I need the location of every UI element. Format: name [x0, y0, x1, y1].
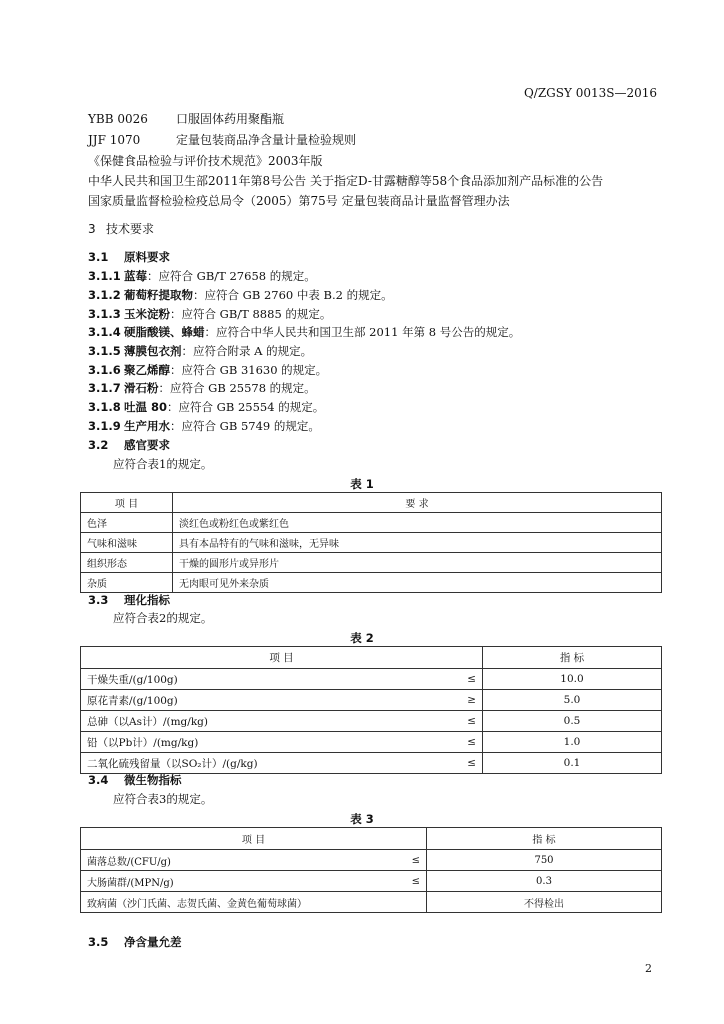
subsection-number: 3.1: [88, 250, 109, 264]
table-header-cell: 指 标: [483, 647, 662, 669]
subsection-heading-3-2: [88, 437, 170, 453]
table-caption: 表 1: [350, 477, 374, 491]
table-row: [81, 533, 662, 553]
reference-title: 国家质量监督检验检疫总局令（2005）第75号 定量包装商品计量监督管理办法: [88, 194, 510, 208]
table-header-cell: 项 目: [81, 647, 483, 669]
physicochemical-table: [80, 646, 662, 774]
table-cell: 淡红色或粉红色或紫红色: [173, 513, 662, 533]
table-row: [81, 850, 662, 871]
material-name: 葡萄籽提取物: [124, 288, 193, 302]
table-cell-value: 1.0: [483, 732, 662, 753]
table-header-cell: 要 求: [173, 493, 662, 513]
material-name: 滑石粉: [124, 381, 159, 395]
comparison-symbol: ≤: [437, 711, 483, 732]
document-code-header: Q/ZGSY 0013S—2016: [523, 86, 657, 100]
table-cell: 具有本品特有的气味和滋味，无异味: [173, 533, 662, 553]
subsection-title: 原料要求: [124, 250, 170, 264]
table-header-cell: 项 目: [81, 828, 427, 850]
material-name: 聚乙烯醇: [124, 363, 170, 377]
paragraph: 应符合表3的规定。: [113, 792, 213, 806]
material-item: [88, 306, 331, 322]
paragraph: 应符合表2的规定。: [113, 611, 213, 625]
material-item: [88, 343, 312, 359]
material-requirement: ：应符合中华人民共和国卫生部 2011 年第 8 号公告的规定。: [204, 325, 521, 339]
section-heading-3: [88, 220, 154, 237]
material-name: 硬脂酸镁、蜂蜡: [124, 325, 205, 339]
reference-title: 中华人民共和国卫生部2011年第8号公告 关于指定D-甘露糖醇等58个食品添加剂产品标准的公告: [88, 174, 604, 188]
table-header-row: [81, 493, 662, 513]
table-cell-value: 10.0: [483, 669, 662, 690]
material-number: 3.1.4: [88, 325, 121, 339]
subsection-number: 3.3: [88, 593, 109, 607]
comparison-symbol: ≤: [381, 871, 427, 892]
table-row: [81, 871, 662, 892]
table-cell: 无肉眼可见外来杂质: [173, 573, 662, 593]
reference-title: 定量包装商品净含量计量检验规则: [176, 133, 357, 147]
paragraph: 应符合表1的规定。: [113, 457, 213, 471]
material-item: [88, 324, 520, 340]
reference-code: JJF 1070: [88, 133, 141, 147]
section-title: 技术要求: [106, 222, 155, 236]
reference-title: 口服固体药用聚酯瓶: [176, 112, 285, 126]
material-name: 薄膜包衣剂: [124, 344, 182, 358]
table-row: [81, 732, 662, 753]
table-cell: 杂质: [81, 573, 173, 593]
table-cell: 致病菌（沙门氏菌、志贺氏菌、金黄色葡萄球菌）: [81, 892, 427, 913]
reference-line: [88, 192, 510, 209]
material-number: 3.1.9: [88, 419, 121, 433]
table-cell-value: 0.5: [483, 711, 662, 732]
table-cell-value: 5.0: [483, 690, 662, 711]
page-number: 2: [645, 962, 652, 975]
table-cell-value: 0.3: [427, 871, 662, 892]
subsection-heading-3-1: [88, 249, 170, 265]
reference-line: [88, 152, 323, 169]
table-cell: 大肠菌群/(MPN/g): [81, 871, 381, 892]
material-name: 玉米淀粉: [124, 307, 170, 321]
table-header-row: [81, 647, 662, 669]
table-row: [81, 553, 662, 573]
material-number: 3.1.6: [88, 363, 121, 377]
material-item: [88, 399, 324, 415]
reference-title: 《保健食品检验与评价技术规范》2003年版: [88, 154, 323, 168]
subsection-number: 3.4: [88, 773, 109, 787]
sensory-requirements-table: [80, 492, 662, 593]
table-cell: 总砷（以As计）/(mg/kg): [81, 711, 437, 732]
material-item: [88, 380, 316, 396]
reference-code: YBB 0026: [88, 112, 148, 126]
table-cell: 铅（以Pb计）/(mg/kg): [81, 732, 437, 753]
material-requirement: ：应符合 GB 25578 的规定。: [158, 381, 316, 395]
subsection-title: 感官要求: [124, 438, 170, 452]
material-number: 3.1.3: [88, 307, 121, 321]
comparison-symbol: ≤: [437, 669, 483, 690]
material-requirement: ：应符合 GB 5749 的规定。: [170, 419, 320, 433]
material-number: 3.1.7: [88, 381, 121, 395]
table-row: [81, 690, 662, 711]
table-cell: 原花青素/(g/100g): [81, 690, 437, 711]
table-row: [81, 573, 662, 593]
table-cell-value: 0.1: [483, 753, 662, 774]
material-item: [88, 362, 327, 378]
table-cell-value: 不得检出: [427, 892, 662, 913]
table-cell: 菌落总数/(CFU/g): [81, 850, 381, 871]
table-row: [81, 513, 662, 533]
material-requirement: ：应符合 GB/T 27658 的规定。: [147, 269, 316, 283]
table-caption: 表 3: [350, 812, 374, 826]
material-item: [88, 268, 316, 284]
table-cell: 干燥的圆形片或异形片: [173, 553, 662, 573]
material-number: 3.1.5: [88, 344, 121, 358]
table-header-row: [81, 828, 662, 850]
material-item: [88, 287, 393, 303]
reference-line: [88, 172, 603, 189]
table-header-cell: 指 标: [427, 828, 662, 850]
table-header-cell: 项 目: [81, 493, 173, 513]
material-requirement: ：应符合 GB 2760 中表 B.2 的规定。: [193, 288, 393, 302]
subsection-heading-3-4: [88, 772, 182, 788]
table-cell: 组织形态: [81, 553, 173, 573]
subsection-heading-3-3: [88, 592, 170, 608]
material-name: 吐温 80: [124, 400, 168, 414]
material-name: 蓝莓: [124, 269, 147, 283]
table-cell: 色泽: [81, 513, 173, 533]
subsection-title: 微生物指标: [124, 773, 182, 787]
material-requirement: ：应符合 GB 25554 的规定。: [167, 400, 325, 414]
comparison-symbol: ≤: [437, 753, 483, 774]
microbiological-table: [80, 827, 662, 913]
table-caption: 表 2: [350, 631, 374, 645]
material-name: 生产用水: [124, 419, 170, 433]
material-number: 3.1.1: [88, 269, 121, 283]
material-requirement: ：应符合 GB/T 8885 的规定。: [170, 307, 332, 321]
subsection-title: 净含量允差: [124, 935, 182, 949]
material-requirement: ：应符合 GB 31630 的规定。: [170, 363, 328, 377]
section-number: 3: [88, 222, 96, 236]
material-item: [88, 418, 320, 434]
comparison-symbol: ≥: [437, 690, 483, 711]
comparison-symbol: ≤: [437, 732, 483, 753]
reference-line: [88, 110, 284, 127]
subsection-number: 3.2: [88, 438, 109, 452]
table-cell-value: 750: [427, 850, 662, 871]
subsection-number: 3.5: [88, 935, 109, 949]
table-cell: 气味和滋味: [81, 533, 173, 553]
subsection-title: 理化指标: [124, 593, 170, 607]
table-row: [81, 753, 662, 774]
material-number: 3.1.2: [88, 288, 121, 302]
table-cell: 干燥失重/(g/100g): [81, 669, 437, 690]
table-row: [81, 892, 662, 913]
table-cell: 二氧化硫残留量（以SO₂计）/(g/kg): [81, 753, 437, 774]
material-number: 3.1.8: [88, 400, 121, 414]
table-row: [81, 711, 662, 732]
comparison-symbol: ≤: [381, 850, 427, 871]
subsection-heading-3-5: [88, 934, 182, 950]
material-requirement: ：应符合附录 A 的规定。: [181, 344, 313, 358]
table-row: [81, 669, 662, 690]
reference-line: [88, 131, 356, 148]
